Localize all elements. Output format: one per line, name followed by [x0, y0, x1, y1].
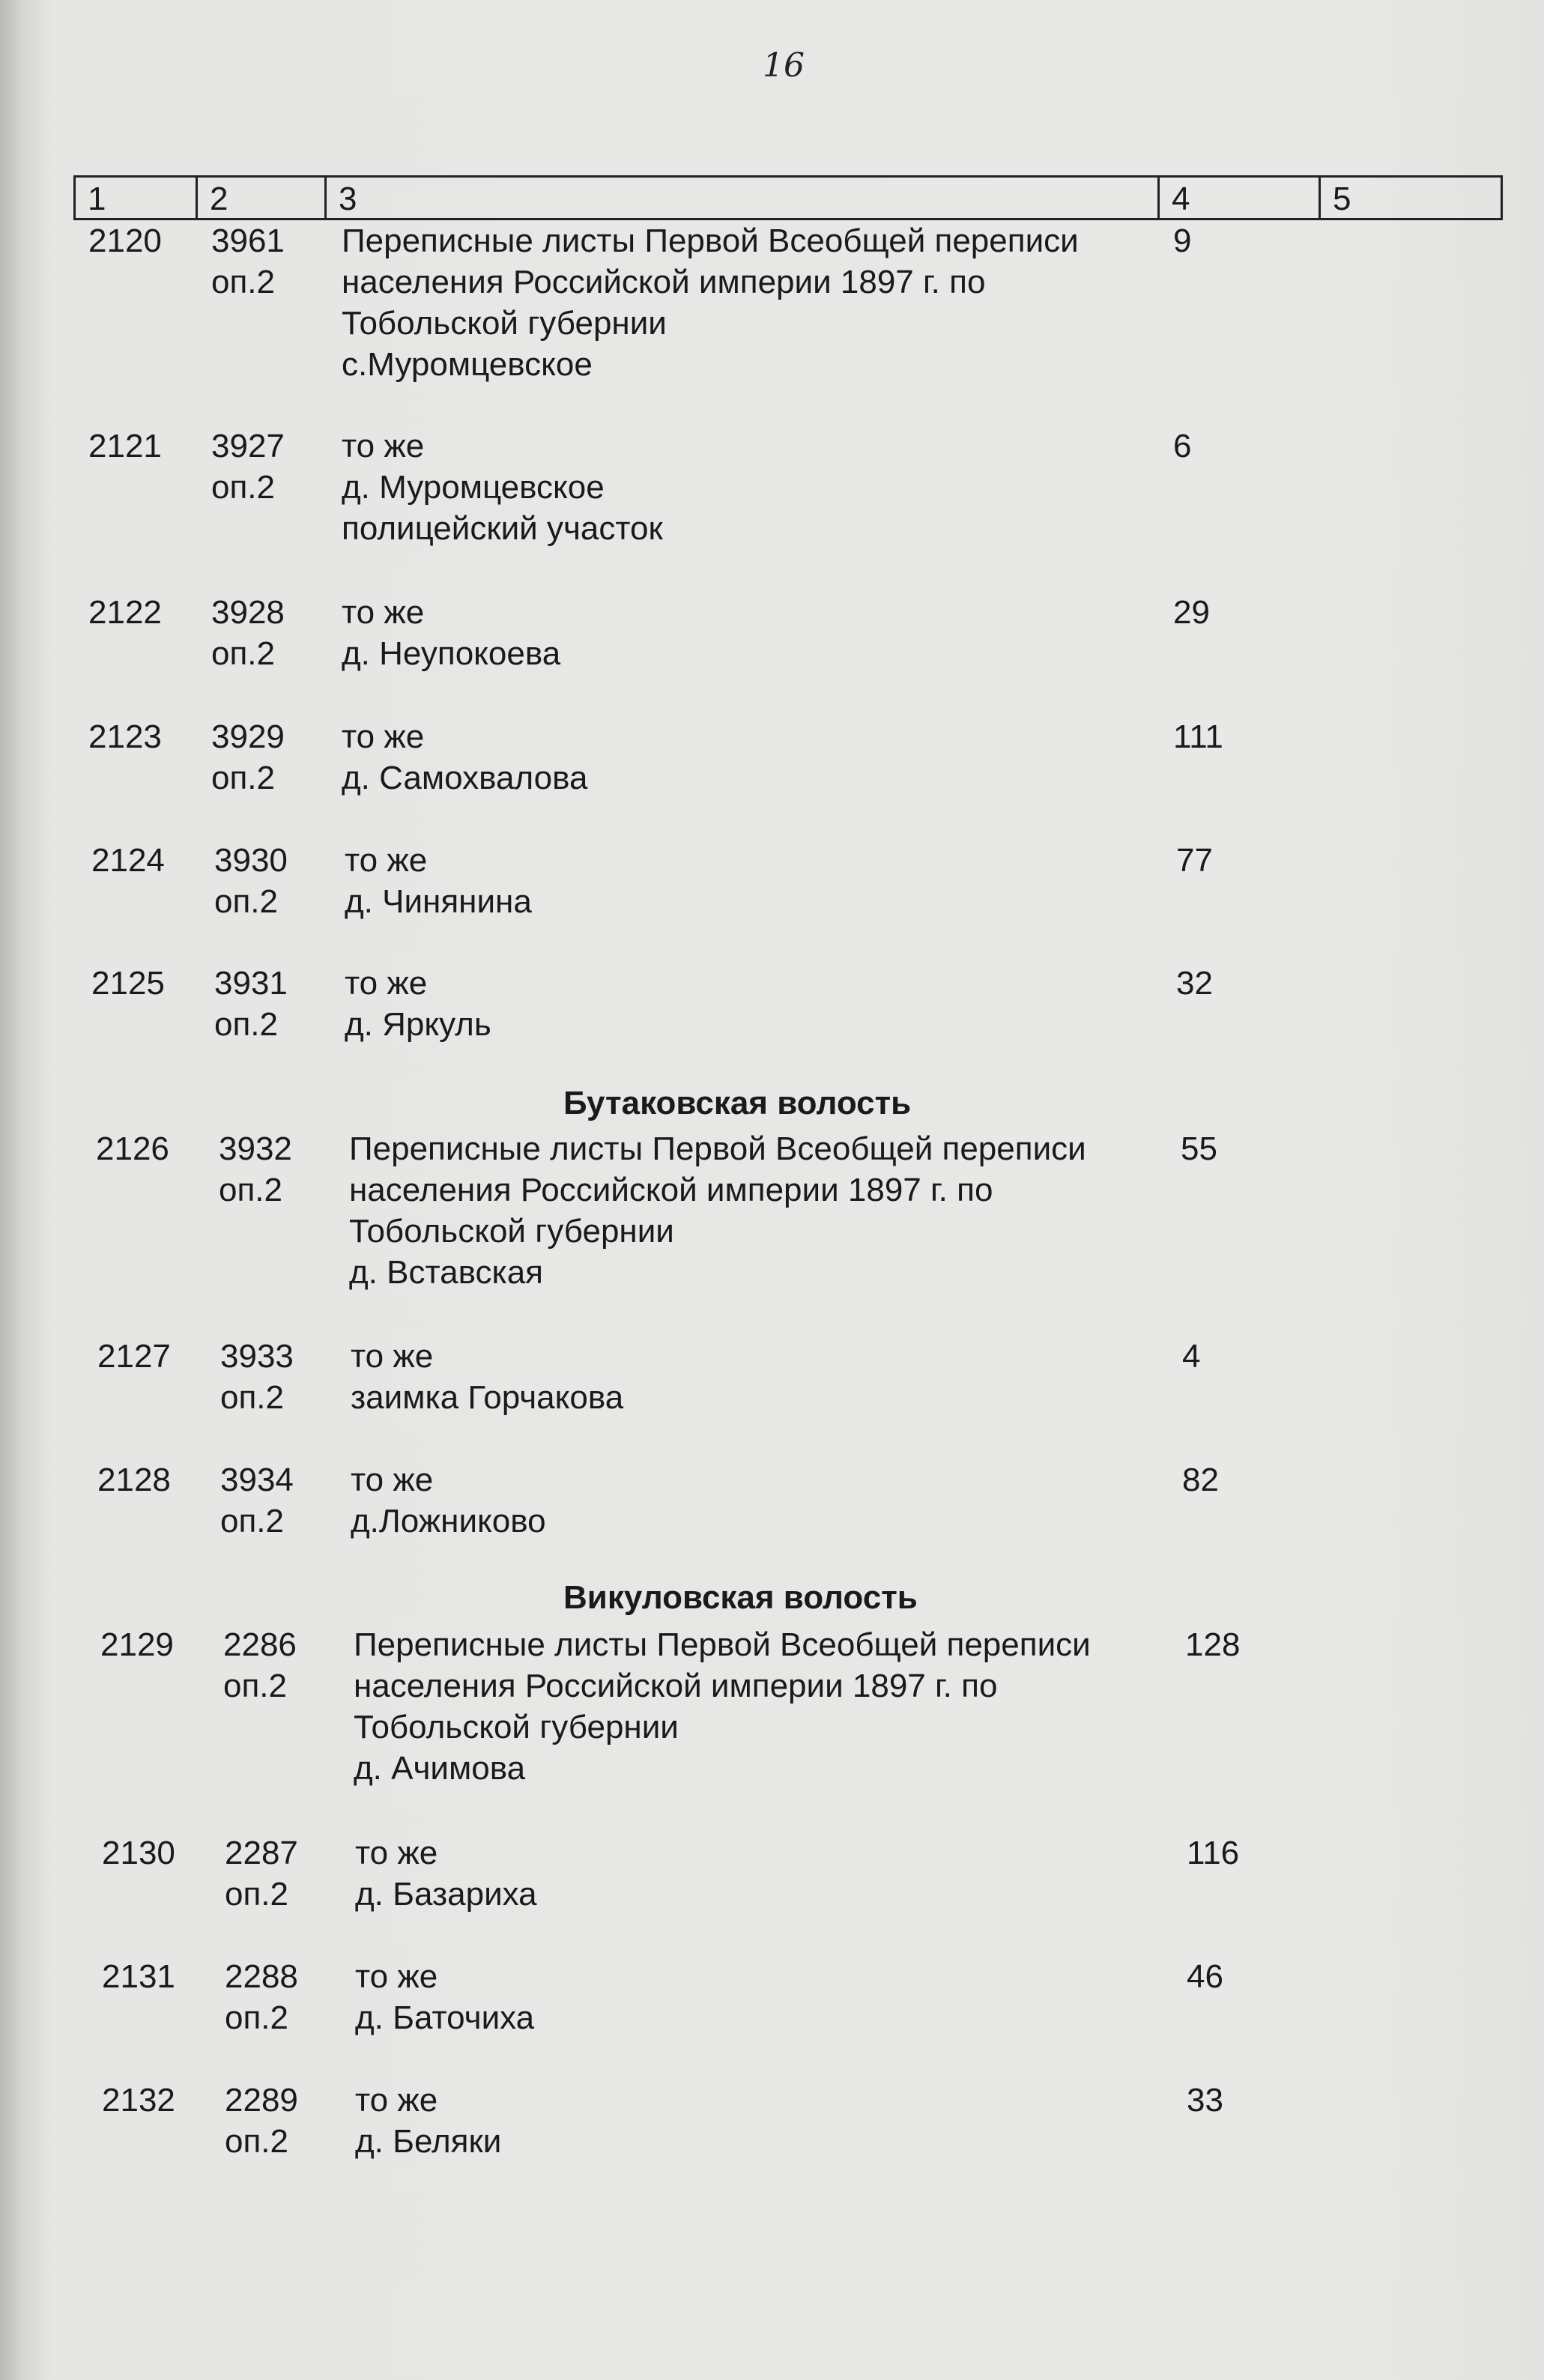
- file-number: 3930: [214, 842, 288, 879]
- file-number: 3929: [211, 718, 285, 755]
- title-line: то же: [345, 842, 428, 879]
- inventory-number: оп.2: [211, 264, 275, 300]
- header-col-4: 4: [1157, 178, 1321, 218]
- title-line: с.Муромцевское: [342, 346, 593, 383]
- file-reference: [225, 1832, 298, 1915]
- row-number: 2125: [91, 965, 165, 1002]
- sheet-count: 111: [1173, 718, 1223, 755]
- file-reference: [211, 592, 285, 674]
- section-heading: Бутаковская волость: [563, 1085, 912, 1121]
- file-title: [345, 963, 491, 1045]
- row-number: 2130: [102, 1835, 175, 1871]
- file-number: 3933: [220, 1338, 294, 1375]
- file-title: [342, 220, 1079, 385]
- row-number: 2126: [96, 1130, 169, 1167]
- sheet-count: 82: [1182, 1462, 1219, 1498]
- title-line: то же: [355, 2082, 438, 2119]
- file-number: 2286: [223, 1626, 297, 1663]
- title-line: д. Муромцевское: [342, 469, 605, 506]
- sheet-count: 9: [1173, 222, 1192, 259]
- title-line: полицейский участок: [342, 510, 663, 547]
- file-reference: [220, 1459, 294, 1542]
- table-header: [73, 175, 1503, 220]
- page-number: 16: [763, 46, 805, 85]
- file-reference: [225, 1956, 298, 2038]
- sheet-count: 55: [1181, 1130, 1217, 1167]
- file-title: [354, 1624, 1091, 1789]
- title-line: населения Российской империи 1897 г. по: [354, 1668, 998, 1704]
- inventory-number: оп.2: [211, 635, 275, 672]
- file-title: [355, 2080, 501, 2162]
- title-line: д. Чинянина: [345, 883, 532, 920]
- file-number: 3928: [211, 594, 285, 631]
- title-line: заимка Горчакова: [351, 1379, 624, 1416]
- row-number: 2127: [97, 1338, 171, 1375]
- title-line: д. Баточиха: [355, 1999, 535, 2036]
- title-line: Переписные листы Первой Всеобщей переписи: [349, 1130, 1086, 1167]
- file-number: 3932: [219, 1130, 292, 1167]
- file-title: [351, 1336, 623, 1418]
- title-line: Тобольской губернии: [354, 1709, 679, 1745]
- title-line: Переписные листы Первой Всеобщей переписи: [354, 1626, 1091, 1663]
- title-line: Переписные листы Первой Всеобщей переписи: [342, 222, 1079, 259]
- file-number: 3961: [211, 222, 285, 259]
- header-col-5: 5: [1319, 178, 1503, 218]
- file-number: 3934: [220, 1462, 294, 1498]
- title-line: то же: [351, 1338, 434, 1375]
- inventory-number: оп.2: [225, 1999, 288, 2036]
- section-heading: Викуловская волость: [563, 1579, 918, 1616]
- inventory-number: оп.2: [211, 469, 275, 506]
- inventory-number: оп.2: [220, 1503, 284, 1539]
- file-title: [345, 840, 532, 922]
- file-reference: [214, 963, 288, 1045]
- title-line: то же: [355, 1835, 438, 1871]
- sheet-count: 6: [1173, 428, 1192, 464]
- file-title: [349, 1128, 1086, 1293]
- file-number: 2288: [225, 1958, 298, 1995]
- inventory-number: оп.2: [214, 1006, 278, 1043]
- title-line: то же: [351, 1462, 434, 1498]
- file-reference: [220, 1336, 294, 1418]
- title-line: д. Самохвалова: [342, 760, 588, 796]
- row-number: 2129: [100, 1626, 174, 1663]
- file-title: [342, 592, 560, 674]
- sheet-count: 32: [1176, 965, 1213, 1002]
- file-title: [355, 1832, 537, 1915]
- header-col-1: 1: [88, 181, 106, 217]
- inventory-number: оп.2: [223, 1668, 287, 1704]
- row-number: 2132: [102, 2082, 175, 2119]
- sheet-count: 33: [1187, 2082, 1223, 2119]
- title-line: то же: [355, 1958, 438, 1995]
- file-reference: [211, 716, 285, 799]
- file-reference: [211, 426, 285, 508]
- file-reference: [223, 1624, 297, 1707]
- file-reference: [214, 840, 288, 922]
- file-title: [355, 1956, 534, 2038]
- row-number: 2122: [88, 594, 162, 631]
- file-number: 3927: [211, 428, 285, 464]
- title-line: то же: [342, 594, 425, 631]
- inventory-number: оп.2: [225, 1876, 288, 1913]
- row-number: 2121: [88, 428, 162, 464]
- sheet-count: 4: [1182, 1338, 1201, 1375]
- sheet-count: 46: [1187, 1958, 1223, 1995]
- title-line: д. Базариха: [355, 1876, 537, 1913]
- title-line: д. Ачимова: [354, 1750, 526, 1787]
- sheet-count: 128: [1185, 1626, 1241, 1663]
- row-number: 2131: [102, 1958, 175, 1995]
- inventory-number: оп.2: [225, 2123, 288, 2160]
- file-title: [351, 1459, 546, 1542]
- title-line: то же: [345, 965, 428, 1002]
- header-col-3: 3: [324, 178, 1160, 218]
- file-title: [342, 426, 663, 549]
- title-line: населения Российской империи 1897 г. по: [342, 264, 986, 300]
- file-reference: [219, 1128, 292, 1211]
- title-line: д. Беляки: [355, 2123, 502, 2160]
- file-number: 2289: [225, 2082, 298, 2119]
- title-line: населения Российской империи 1897 г. по: [349, 1172, 993, 1208]
- sheet-count: 116: [1187, 1835, 1240, 1871]
- title-line: д. Яркуль: [345, 1006, 491, 1043]
- row-number: 2120: [88, 222, 162, 259]
- row-number: 2123: [88, 718, 162, 755]
- title-line: Тобольской губернии: [342, 305, 667, 342]
- title-line: д.Ложниково: [351, 1503, 546, 1539]
- file-number: 2287: [225, 1835, 298, 1871]
- header-col-2: 2: [196, 178, 327, 218]
- sheet-count: 77: [1176, 842, 1213, 879]
- file-reference: [225, 2080, 298, 2162]
- row-number: 2124: [91, 842, 165, 879]
- inventory-number: оп.2: [219, 1172, 282, 1208]
- sheet-count: 29: [1173, 594, 1210, 631]
- file-number: 3931: [214, 965, 288, 1002]
- file-title: [342, 716, 587, 799]
- title-line: то же: [342, 718, 425, 755]
- title-line: Тобольской губернии: [349, 1213, 674, 1250]
- inventory-number: оп.2: [211, 760, 275, 796]
- file-reference: [211, 220, 285, 303]
- inventory-number: оп.2: [220, 1379, 284, 1416]
- inventory-number: оп.2: [214, 883, 278, 920]
- row-number: 2128: [97, 1462, 171, 1498]
- title-line: д. Неупокоева: [342, 635, 561, 672]
- title-line: д. Вставская: [349, 1254, 543, 1291]
- title-line: то же: [342, 428, 425, 464]
